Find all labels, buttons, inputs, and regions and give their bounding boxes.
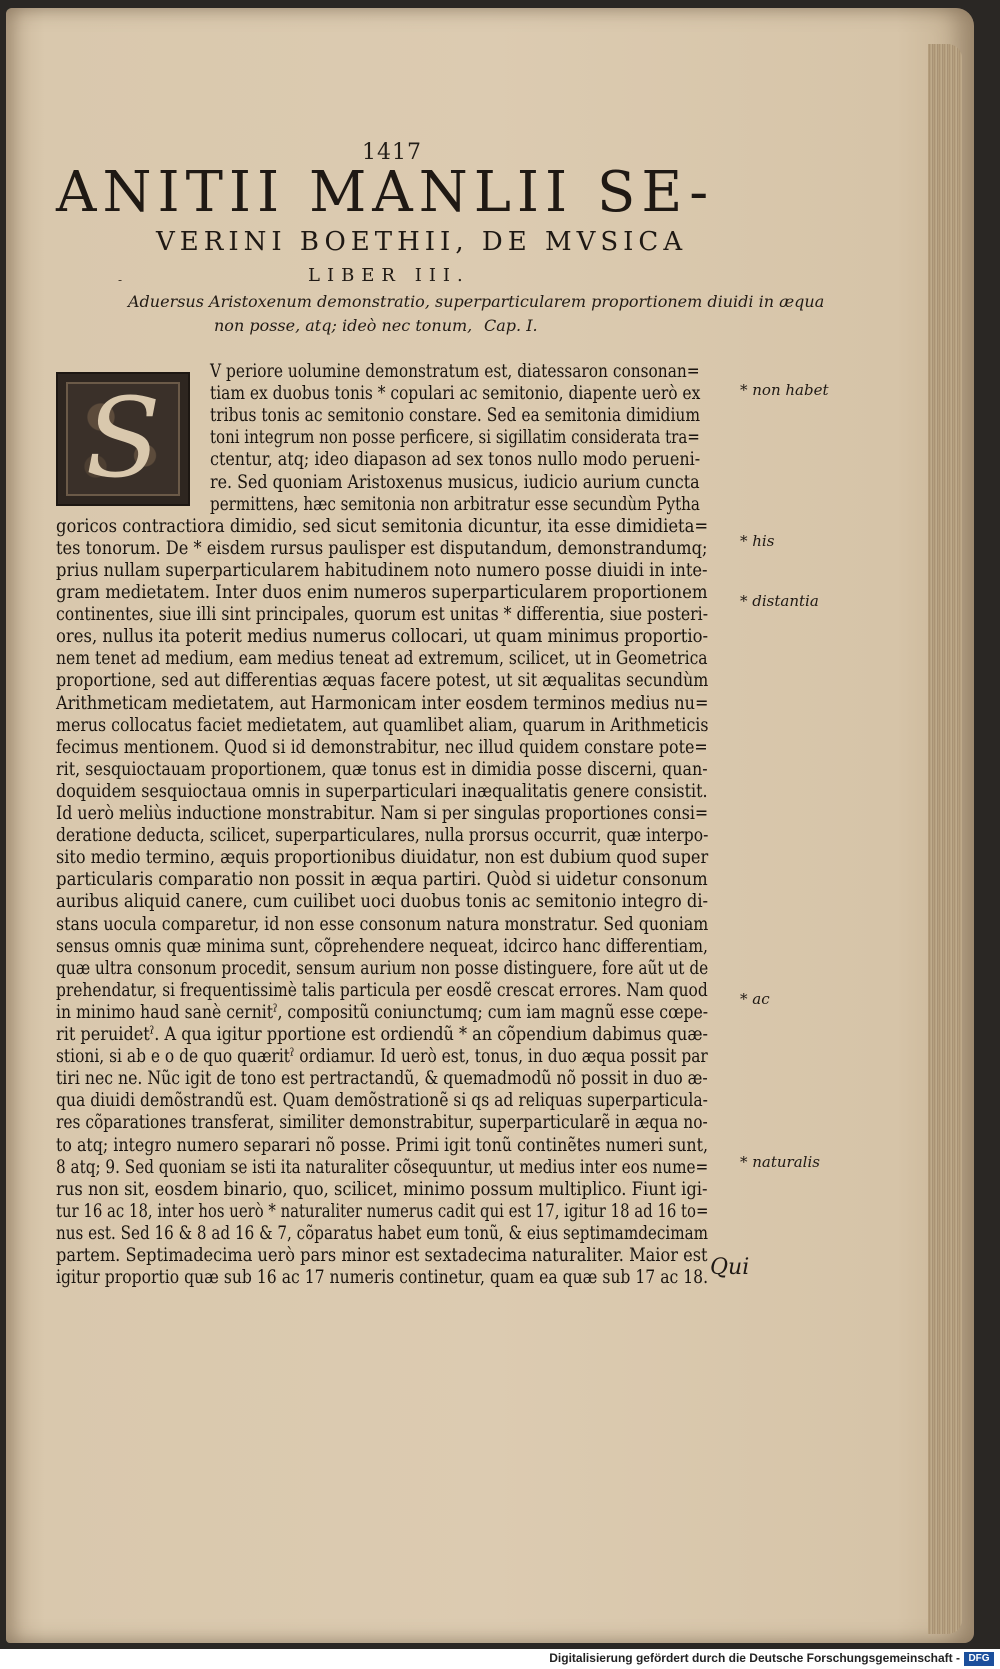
text-line: res cõparationes transferat, similiter demonstrabitur, superparticularẽ in æqua no- <box>56 1111 708 1134</box>
text-line: ctentur, atq; ideo diapason ad sex tonos nullo modo perueni- <box>210 448 701 471</box>
text-line: tes tonorum. De * eisdem rursus paulisper est disputandum, demonstrandumq; <box>56 536 708 559</box>
chapter-number: Cap. I. <box>484 316 538 335</box>
text-line: 8 atq; 9. Sed quoniam se isti ita naturaliter cõsequuntur, ut medius inter eos nume= <box>56 1155 709 1178</box>
chapter-summary-line-2: non posse, atq; ideò nec tonum, <box>214 316 473 335</box>
title-line-2: VERINI BOETHII, DE MVSICA <box>156 227 688 257</box>
text-line: rit peruidetˀ. A qua igitur pportione est ordiendũ * an cõpendium dabimus quæ- <box>56 1023 708 1045</box>
dfg-logo: DFG <box>964 1652 994 1666</box>
text-line: re. Sed quoniam Aristoxenus musicus, iudicio aurium cuncta <box>210 470 700 493</box>
text-line: permittens, hæc semitonia non arbitratur esse secundùm Pytha <box>210 492 700 515</box>
text-line: tribus tonis ac semitonio constare. Sed ea semitonia dimidium <box>210 404 701 427</box>
text-line: particularis comparatio non possit in æqua partiri. Quòd si uidetur consonum <box>56 868 708 891</box>
text-line: merus collocatus faciet medietatem, aut quamlibet aliam, quarum in Arithmeticis <box>56 713 709 736</box>
margin-note: * non habet <box>740 381 829 399</box>
text-line: tiam ex duobus tonis * copulari ac semitonio, diapente uerò ex <box>210 382 701 405</box>
text-line: in minimo haud sanè cernitˀ, compositũ coniunctumq; cum iam magnũ esse cœpe- <box>56 1000 709 1023</box>
chapter-summary-line-1: Aduersus Aristoxenum demonstratio, superparticularem proportionem diuidi in æqua <box>128 292 825 311</box>
text-line: nem tenet ad medium, eam medius teneat ad extremum, scilicet, ut in Geometrica <box>56 647 708 670</box>
text-line: sito medio termino, æquis proportionibus diuidatur, non est dubium quod super <box>56 846 709 869</box>
mark-dash: - <box>118 273 123 287</box>
text-line: rit, sesquioctauam proportionem, quæ tonus est in dimidia posse discerni, quan- <box>56 757 708 780</box>
initial-letter: S <box>85 374 161 502</box>
text-line: sensus omnis quæ minima sunt, cõprehendere nequeat, idcirco hanc differentiam, <box>56 934 708 957</box>
text-line: fecimus mentionem. Quod si id demonstrabitur, nec illud quidem constare pote= <box>56 735 708 758</box>
text-line: tur 16 ac 18, inter hos uerò * naturaliter numerus cadit qui est 17, igitur 18 ad 16 to= <box>56 1199 709 1222</box>
text-line: V periore uolumine demonstratum est, diatessaron consonan= <box>210 360 700 382</box>
text-line: igitur proportio quæ sub 16 ac 17 numeris continetur, quam ea quæ sub 17 ac 18. <box>56 1266 709 1289</box>
text-line: ores, nullus ita poterit medius numerus collocari, ut quam minimus proportio- <box>56 625 709 648</box>
text-line: stioni, si ab e o de quo quæritˀ ordiamur. Id uerò est, tonus, in duo æqua possit par <box>56 1045 708 1068</box>
text-line: quæ ultra consonum procedit, sensum aurium non posse distinguere, fore aũt ut de <box>56 956 709 979</box>
text-line: stans uocula comparetur, id non esse consonum natura monstratur. Sed quoniam <box>56 912 709 935</box>
text-line: deratione deducta, scilicet, superparticulares, nulla prorsus occurrit, quæ interpo- <box>56 824 709 847</box>
text-line: auribus aliquid canere, cum cuilibet uoci duobus tonis ac semitonio integro di- <box>56 890 709 913</box>
catchword: Qui <box>710 1255 750 1280</box>
page-number: 1417 <box>362 140 422 165</box>
margin-note: * ac <box>740 990 770 1008</box>
text-line: rus non sit, eosdem binario, quo, scilicet, minimo possum multiplico. Fiunt igi- <box>56 1177 708 1200</box>
text-line: proportione, sed aut differentias æquas facere potest, ut sit æqualitas secundùm <box>56 669 709 692</box>
text-line: to atq; integro numero separari nõ posse. Primi igit tonũ continẽtes numeri sunt, <box>56 1133 709 1156</box>
page-edges <box>928 44 962 1634</box>
margin-note: * distantia <box>740 592 819 610</box>
text-line: partem. Septimadecima uerò pars minor est sextadecima naturaliter. Maior est <box>56 1244 708 1266</box>
text-line: prehendatur, si frequentissimè talis particula per eosdẽ crescat errores. Nam quod <box>56 978 708 1001</box>
text-line: Arithmeticam medietatem, aut Harmonicam inter eosdem terminos medius nu= <box>56 691 709 714</box>
text-line: gram medietatem. Inter duos enim numeros superparticularem proportionem <box>56 581 708 603</box>
book-label: LIBER III. <box>308 265 470 286</box>
text-line: doquidem sesquioctaua omnis in superparticulari inæqualitatis genere consistit. <box>56 779 708 802</box>
text-line: goricos contractiora dimidio, sed sicut semitonia dicuntur, ita esse dimidieta= <box>56 514 709 537</box>
text-line: qua diuidi demõstrandũ est. Quam demõstrationẽ si qs ad reliquas superparticula- <box>56 1089 708 1112</box>
text-line: Id uerò meliùs inductione monstrabitur. Nam si per singulas proportiones consi= <box>56 802 709 824</box>
footer-bar <box>0 1649 1000 1669</box>
text-line: toni integrum non posse perficere, si sigillatim considerata tra= <box>210 426 700 449</box>
footer-credit: Digitalisierung gefördert durch die Deutsche Forschungsgemeinschaft - <box>549 1651 960 1665</box>
decorated-initial <box>56 372 190 506</box>
text-line: prius nullam superparticularem habitudinem noto numero posse diuidi in inte- <box>56 558 708 581</box>
text-line: tiri nec ne. Nũc igit de tono est pertractandũ, & quemadmodũ nõ possit in duo æ- <box>56 1067 708 1090</box>
text-line: nus est. Sed 16 & 8 ad 16 & 7, cõparatus habet eum tonũ, & eius septimamdecimam <box>56 1221 709 1244</box>
margin-note: * his <box>740 532 775 550</box>
title-line-1: ANITII MANLII SE- <box>56 160 715 225</box>
text-line: continentes, siue illi sint principales, quorum est unitas * differentia, siue posteri- <box>56 603 709 626</box>
margin-note: * naturalis <box>740 1153 820 1171</box>
